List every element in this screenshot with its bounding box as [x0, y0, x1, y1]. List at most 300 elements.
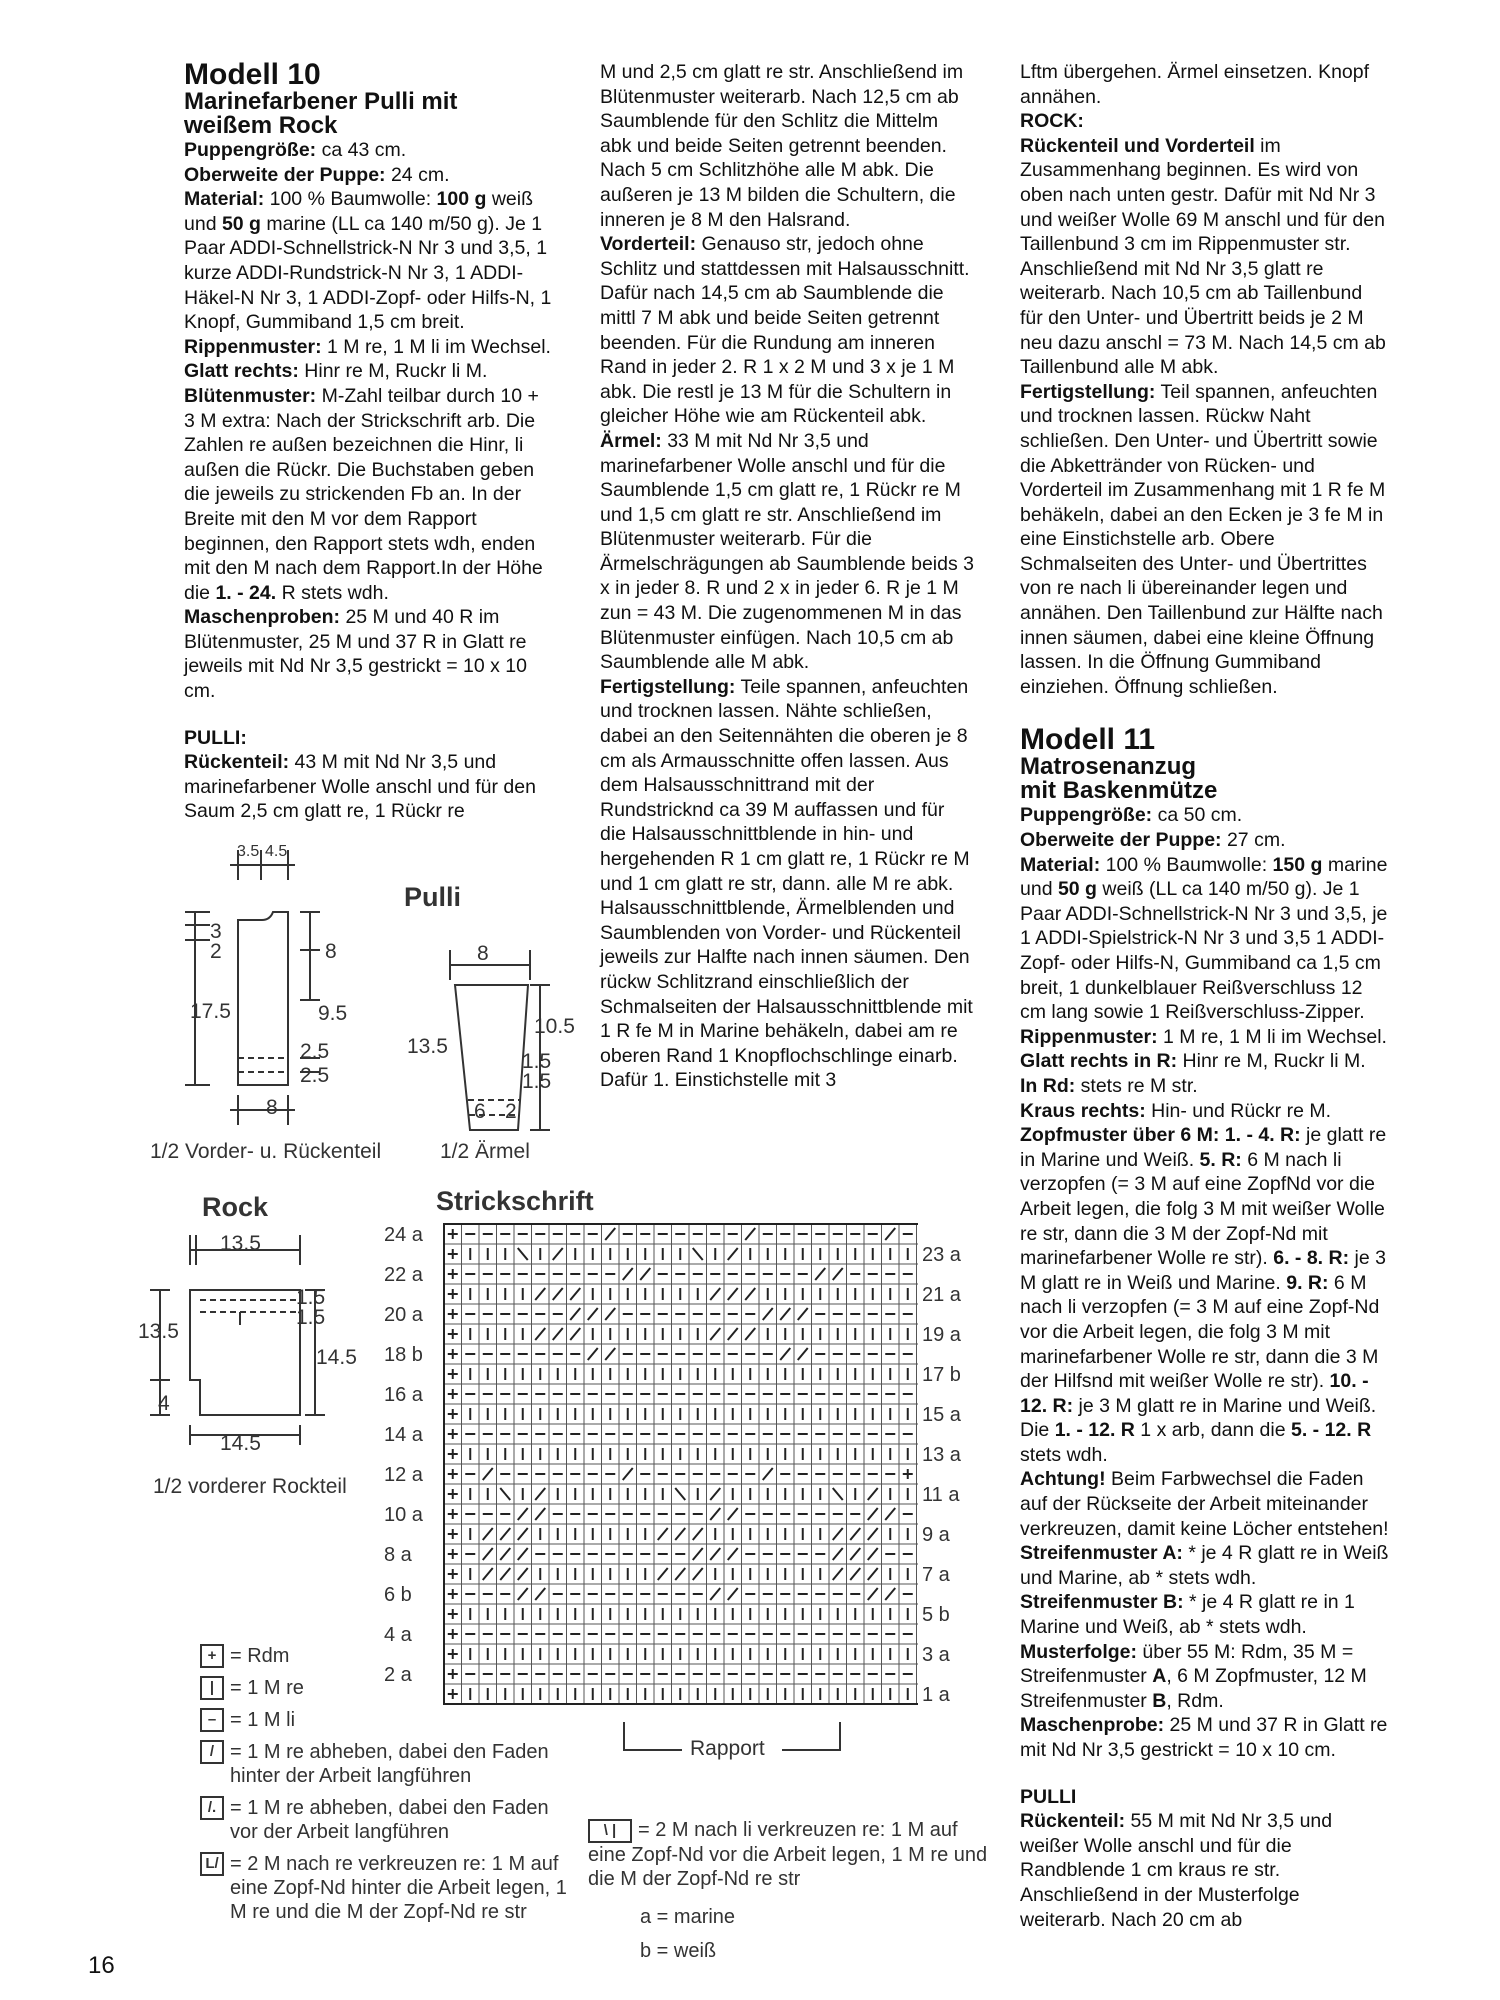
chart-cell [584, 1544, 602, 1564]
chart-cell [602, 1284, 620, 1304]
chart-cell [444, 1604, 462, 1624]
legend-text: = 2 M nach re verkreuzen re: 1 M auf eine Zopf-Nd hinter die Arbeit legen, 1 M re und die M der Zopf-Nd re str [230, 1853, 567, 1923]
chart-cell [724, 1224, 742, 1244]
chart-cell [812, 1244, 830, 1264]
chart-cell [829, 1224, 847, 1244]
chart-cell [532, 1624, 550, 1644]
chart-cell [444, 1564, 462, 1584]
chart-cell [724, 1264, 742, 1284]
chart-cell [847, 1604, 865, 1624]
fb-top-1: 3.5 [237, 843, 260, 860]
chart-cell [549, 1304, 567, 1324]
chart-cell [514, 1584, 532, 1604]
chart-cell [462, 1584, 480, 1604]
chart-cell [497, 1564, 515, 1584]
legend-text: = 1 M re abheben, dabei den Faden vor der Arbeit langführen [230, 1797, 549, 1843]
chart-cell [672, 1524, 690, 1544]
chart-cell [707, 1604, 725, 1624]
chart-cell [742, 1564, 760, 1584]
chart-cell [497, 1464, 515, 1484]
chart-cell [794, 1564, 812, 1584]
chart-cell [847, 1484, 865, 1504]
chart-cell [654, 1564, 672, 1584]
bold-term: Puppengröße: [184, 139, 317, 161]
chart-cell [777, 1644, 795, 1664]
chart-cell [497, 1304, 515, 1324]
chart-cell [759, 1544, 777, 1564]
knitting-chart [442, 1222, 918, 1712]
chart-cell [462, 1624, 480, 1644]
chart-cell [584, 1424, 602, 1444]
chart-cell [619, 1464, 637, 1484]
rock-14-5: 14.5 [316, 1346, 357, 1369]
chart-cell [672, 1344, 690, 1364]
chart-cell [812, 1324, 830, 1344]
chart-cell [812, 1504, 830, 1524]
chart-cell [654, 1404, 672, 1424]
chart-cell [514, 1284, 532, 1304]
chart-cell [532, 1364, 550, 1384]
chart-cell [794, 1264, 812, 1284]
rock-heading: ROCK: [1020, 110, 1084, 133]
chart-cell [812, 1624, 830, 1644]
chart-cell [514, 1404, 532, 1424]
text-run: 25 M und 40 R im Blütenmuster, 25 M und 37 R in Glatt re jeweils mit Nd Nr 3,5 gestrickt = 10 x 10 cm. [184, 606, 528, 703]
chart-cell [847, 1284, 865, 1304]
chart-cell [794, 1384, 812, 1404]
chart-cell [462, 1244, 480, 1264]
chart-cell [864, 1264, 882, 1284]
chart-cell [584, 1284, 602, 1304]
chart-cell [637, 1444, 655, 1464]
chart-cell [707, 1404, 725, 1424]
chart-cell [689, 1564, 707, 1584]
chart-cell [917, 1444, 919, 1464]
chart-cell [654, 1544, 672, 1564]
chart-cell [584, 1364, 602, 1384]
chart-cell [812, 1664, 830, 1684]
chart-cell [672, 1484, 690, 1504]
chart-cell [462, 1424, 480, 1444]
chart-cell [707, 1684, 725, 1704]
rueckenteil-11-text [1020, 1809, 1390, 1932]
chart-cell [532, 1444, 550, 1464]
legend-symbol-icon: / [200, 1740, 224, 1764]
rock-1-5a: 1.5 [296, 1286, 326, 1309]
chart-cell [777, 1324, 795, 1344]
chart-cell [654, 1464, 672, 1484]
chart-cell [689, 1624, 707, 1644]
bold-term: A [1152, 1665, 1167, 1688]
chart-cell [899, 1224, 917, 1244]
fb-2-5b: 2.5 [300, 1064, 330, 1087]
sleeve-bottom-6: 6 [474, 1100, 486, 1123]
text-run: stets re M str. [1075, 1074, 1198, 1097]
rock-13-5: 13.5 [138, 1320, 179, 1343]
chart-cell [899, 1584, 917, 1604]
chart-cell [742, 1304, 760, 1324]
chart-cell [759, 1324, 777, 1344]
chart-cell [724, 1444, 742, 1464]
chart-cell [602, 1404, 620, 1424]
chart-cell [794, 1464, 812, 1484]
chart-cell [549, 1524, 567, 1544]
chart-cell [689, 1524, 707, 1544]
chart-cell [777, 1284, 795, 1304]
chart-cell [742, 1464, 760, 1484]
chart-cell [602, 1364, 620, 1384]
chart-cell [637, 1324, 655, 1344]
chart-cell [654, 1364, 672, 1384]
chart-cell [444, 1364, 462, 1384]
chart-cell [567, 1484, 585, 1504]
chart-cell [864, 1584, 882, 1604]
chart-cell [637, 1604, 655, 1624]
bold-term: 5. - 12. R [1291, 1419, 1372, 1442]
chart-cell [514, 1324, 532, 1344]
chart-cell [584, 1304, 602, 1324]
chart-cell [567, 1404, 585, 1424]
row-label-right: 11 a [922, 1484, 960, 1506]
chart-cell [917, 1484, 919, 1504]
bold-term: Material: [1020, 853, 1101, 876]
chart-cell [812, 1404, 830, 1424]
chart-cell [602, 1244, 620, 1264]
chart-cell [497, 1404, 515, 1424]
chart-cell [707, 1644, 725, 1664]
chart-cell [549, 1224, 567, 1244]
fb-2: 2 [210, 940, 222, 963]
text-run: je glatt re in Marine und Weiß. [1020, 1124, 1387, 1171]
chart-cell [812, 1464, 830, 1484]
chart-cell [794, 1304, 812, 1324]
bold-term: Puppengröße: [1020, 804, 1153, 827]
chart-cell [724, 1624, 742, 1644]
bold-term: Rippenmuster: [1020, 1025, 1158, 1048]
chart-cell [689, 1604, 707, 1624]
chart-cell [882, 1364, 900, 1384]
chart-cell [462, 1524, 480, 1544]
text-run: 25 M und 37 R in Glatt re mit Nd Nr 3,5 gestrickt = 10 x 10 cm. [1020, 1714, 1388, 1761]
text-run: Beim Farbwechsel die Faden auf der Rückseite der Arbeit miteinander verkreuzen, damit keine Löcher entstehen! [1020, 1468, 1389, 1540]
chart-cell [672, 1324, 690, 1344]
chart-cell [882, 1224, 900, 1244]
chart-cell [864, 1424, 882, 1444]
chart-cell [882, 1384, 900, 1404]
chart-cell [794, 1244, 812, 1264]
chart-cell [567, 1264, 585, 1284]
paragraph [184, 605, 554, 703]
chart-cell [742, 1484, 760, 1504]
chart-cell [444, 1244, 462, 1264]
chart-cell [602, 1264, 620, 1284]
chart-cell [742, 1224, 760, 1244]
chart-cell [637, 1544, 655, 1564]
chart-cell [742, 1364, 760, 1384]
chart-cell [794, 1604, 812, 1624]
chart-cell [882, 1464, 900, 1484]
chart-cell [794, 1484, 812, 1504]
chart-cell [882, 1504, 900, 1524]
pulli-11-heading: PULLI [1020, 1785, 1077, 1808]
bold-term: Fertigstellung: [600, 675, 736, 698]
chart-cell [882, 1304, 900, 1324]
chart-cell [882, 1584, 900, 1604]
chart-cell [444, 1624, 462, 1644]
chart-cell [882, 1524, 900, 1544]
chart-cell [672, 1664, 690, 1684]
chart-cell [654, 1424, 672, 1444]
chart-cell [724, 1684, 742, 1704]
chart-cell [759, 1644, 777, 1664]
paragraph [1020, 1467, 1390, 1541]
chart-cell [794, 1684, 812, 1704]
bold-term: Kraus rechts: [1020, 1099, 1146, 1122]
row-label-right: 1 a [922, 1684, 950, 1706]
chart-cell [497, 1324, 515, 1344]
chart-cell [794, 1364, 812, 1384]
chart-cell [532, 1584, 550, 1604]
legend-item [200, 1644, 580, 1668]
chart-cell [759, 1304, 777, 1324]
chart-cell [742, 1384, 760, 1404]
chart-cell [444, 1324, 462, 1344]
chart-cell [462, 1444, 480, 1464]
chart-cell [777, 1384, 795, 1404]
chart-cell [899, 1624, 917, 1644]
chart-cell [619, 1484, 637, 1504]
legend-item [200, 1852, 580, 1924]
text-run: 33 M mit Nd Nr 3,5 und marinefarbener Wolle anschl und für die Saumblende 1,5 cm glatt re, 1 Rückr re M und 1,5 cm glatt re str. Anschließend im Blütenmuster weiterarb. Für die Ärmelschrägungen ab Saumblende beids 3 x in jeder 8. R und 2 x in jeder 6. R je 1 M zun = 43 M. Die zugenommenen M in das Blütenmuster einfügen. Nach 10,5 cm ab Saumblende alle M abk. [600, 429, 974, 674]
chart-cell [689, 1684, 707, 1704]
text-run: R stets wdh. [276, 581, 389, 604]
chart-cell [549, 1544, 567, 1564]
chart-cell [567, 1604, 585, 1624]
chart-cell [794, 1444, 812, 1464]
bold-term: Blütenmuster: [184, 384, 317, 407]
chart-cell [917, 1324, 919, 1344]
chart-cell [812, 1684, 830, 1704]
legend-symbol-icon: L/ [200, 1852, 224, 1876]
chart-cell [672, 1404, 690, 1424]
chart-cell [689, 1344, 707, 1364]
column-3 [1020, 60, 1390, 1932]
paragraph [1020, 380, 1390, 700]
chart-cell [567, 1304, 585, 1324]
chart-cell [514, 1624, 532, 1644]
chart-cell [532, 1464, 550, 1484]
bold-term: Achtung! [1020, 1468, 1106, 1491]
chart-cell [707, 1244, 725, 1264]
text-run: 1 M re, 1 M li im Wechsel. [1157, 1025, 1387, 1048]
chart-cell [794, 1504, 812, 1524]
chart-cell [829, 1464, 847, 1484]
chart-cell [707, 1664, 725, 1684]
chart-cell [567, 1344, 585, 1364]
chart-cell [847, 1244, 865, 1264]
chart-cell [619, 1504, 637, 1524]
chart-cell [689, 1264, 707, 1284]
chart-cell [619, 1684, 637, 1704]
chart-cell [637, 1624, 655, 1644]
text-run: im Zusammenhang beginnen. Es wird von oben nach unten gestr. Dafür mit Nd Nr 3 und weißer Wolle 69 M anschl und für den Taillenbund 3 cm im Rippenmuster str. Anschließend mit Nd Nr 3,5 glatt re weiterarb. Nach 10,5 cm ab Taillenbund für den Unter- und Übertritt beids je 2 M neu dazu anschl = 73 M. Nach 14,5 cm ab Taillenbund alle M abk. [1020, 134, 1386, 379]
chart-cell [532, 1404, 550, 1424]
chart-cell [584, 1624, 602, 1644]
chart-cell [707, 1264, 725, 1284]
chart-cell [602, 1464, 620, 1484]
chart-cell [917, 1664, 919, 1684]
chart-cell [742, 1524, 760, 1544]
paragraph [1020, 1123, 1390, 1467]
paragraph [184, 187, 554, 335]
bold-term: 50 g [1057, 878, 1097, 901]
chart-cell [812, 1564, 830, 1584]
chart-cell [532, 1484, 550, 1504]
chart-cell [532, 1384, 550, 1404]
model-10-instructions [184, 138, 554, 704]
chart-cell [742, 1604, 760, 1624]
bold-term: 150 g [1272, 853, 1323, 876]
chart-cell [847, 1224, 865, 1244]
chart-cell [777, 1484, 795, 1504]
chart-cell [584, 1324, 602, 1344]
chart-cell [777, 1624, 795, 1644]
chart-cell [742, 1444, 760, 1464]
chart-cell [917, 1644, 919, 1664]
color-b: b = weiß [640, 1939, 717, 1962]
chart-cell [724, 1364, 742, 1384]
chart-cell [829, 1544, 847, 1564]
chart-cell [899, 1664, 917, 1684]
chart-cell [479, 1364, 497, 1384]
chart-cell [742, 1644, 760, 1664]
chart-cell [707, 1224, 725, 1244]
chart-cell [567, 1464, 585, 1484]
chart-cell [549, 1604, 567, 1624]
chart-cell [794, 1624, 812, 1644]
chart-cell [479, 1404, 497, 1424]
chart-cell [584, 1224, 602, 1244]
chart-cell [549, 1584, 567, 1604]
chart-cell [759, 1684, 777, 1704]
chart-cell [619, 1224, 637, 1244]
chart-cell [742, 1624, 760, 1644]
chart-cell [654, 1484, 672, 1504]
chart-cell [619, 1304, 637, 1324]
row-label-right: 7 a [922, 1564, 950, 1586]
chart-cell [882, 1344, 900, 1364]
chart-cell [829, 1344, 847, 1364]
chart-cell [549, 1404, 567, 1424]
chart-cell [742, 1344, 760, 1364]
text-run: 100 % Baumwolle: [264, 188, 437, 211]
row-label-left: 18 b [384, 1344, 423, 1366]
chart-cell [899, 1524, 917, 1544]
model-10-title: Modell 10 [184, 58, 321, 91]
text-run: 100 % Baumwolle: [1100, 853, 1273, 876]
chart-cell [777, 1504, 795, 1524]
chart-cell [654, 1284, 672, 1304]
chart-cell [742, 1544, 760, 1564]
paragraph [600, 429, 975, 675]
chart-cell [794, 1524, 812, 1544]
chart-cell [724, 1524, 742, 1544]
chart-cell [882, 1264, 900, 1284]
sleeve-1-5b: 1.5 [522, 1070, 552, 1093]
chart-cell [864, 1404, 882, 1424]
chart-cell [777, 1404, 795, 1424]
chart-cell [444, 1444, 462, 1464]
bold-term: Streifenmuster B: [1020, 1591, 1184, 1614]
chart-cell [619, 1324, 637, 1344]
chart-cell [654, 1684, 672, 1704]
chart-cell [672, 1504, 690, 1524]
column-1 [184, 60, 554, 824]
chart-cell [549, 1284, 567, 1304]
chart-cell [847, 1464, 865, 1484]
rock-bottom-14-5: 14.5 [220, 1432, 261, 1455]
chart-cell [724, 1564, 742, 1584]
chart-cell [479, 1324, 497, 1344]
chart-cell [584, 1444, 602, 1464]
chart-cell [829, 1524, 847, 1544]
paragraph [184, 359, 554, 384]
chart-cell [899, 1564, 917, 1584]
chart-cell [812, 1604, 830, 1624]
chart-cell [707, 1484, 725, 1504]
chart-cell [847, 1304, 865, 1324]
sleeve-1-5a: 1.5 [522, 1050, 552, 1073]
chart-cell [532, 1244, 550, 1264]
paragraph [1020, 1809, 1390, 1932]
chart-cell [899, 1284, 917, 1304]
chart-cell [602, 1584, 620, 1604]
chart-cell [514, 1464, 532, 1484]
chart-cell [514, 1564, 532, 1584]
text-run: , Rdm. [1166, 1689, 1224, 1712]
chart-cell [549, 1424, 567, 1444]
chart-cell [829, 1244, 847, 1264]
chart-cell [707, 1624, 725, 1644]
chart-cell [812, 1444, 830, 1464]
chart-cell [864, 1344, 882, 1364]
row-label-left: 8 a [384, 1544, 412, 1566]
paragraph [1020, 1590, 1390, 1639]
chart-cell [462, 1324, 480, 1344]
rueckenteil-text [184, 750, 554, 824]
chart-cell [759, 1584, 777, 1604]
paragraph [1020, 1640, 1390, 1714]
chart-cell [444, 1504, 462, 1524]
chart-cell [759, 1524, 777, 1544]
chart-cell [899, 1304, 917, 1324]
chart-cell [917, 1364, 919, 1384]
fb-9-5: 9.5 [318, 1002, 348, 1025]
chart-cell [637, 1384, 655, 1404]
chart-cell [514, 1224, 532, 1244]
chart-cell [497, 1504, 515, 1524]
chart-cell [637, 1364, 655, 1384]
chart-cell [847, 1524, 865, 1544]
paragraph [184, 750, 554, 824]
fb-17-5: 17.5 [190, 1000, 231, 1023]
row-label-left: 20 a [384, 1304, 423, 1326]
chart-cell [829, 1644, 847, 1664]
chart-cell [532, 1284, 550, 1304]
chart-cell [602, 1484, 620, 1504]
chart-cell [777, 1544, 795, 1564]
chart-cell [707, 1384, 725, 1404]
